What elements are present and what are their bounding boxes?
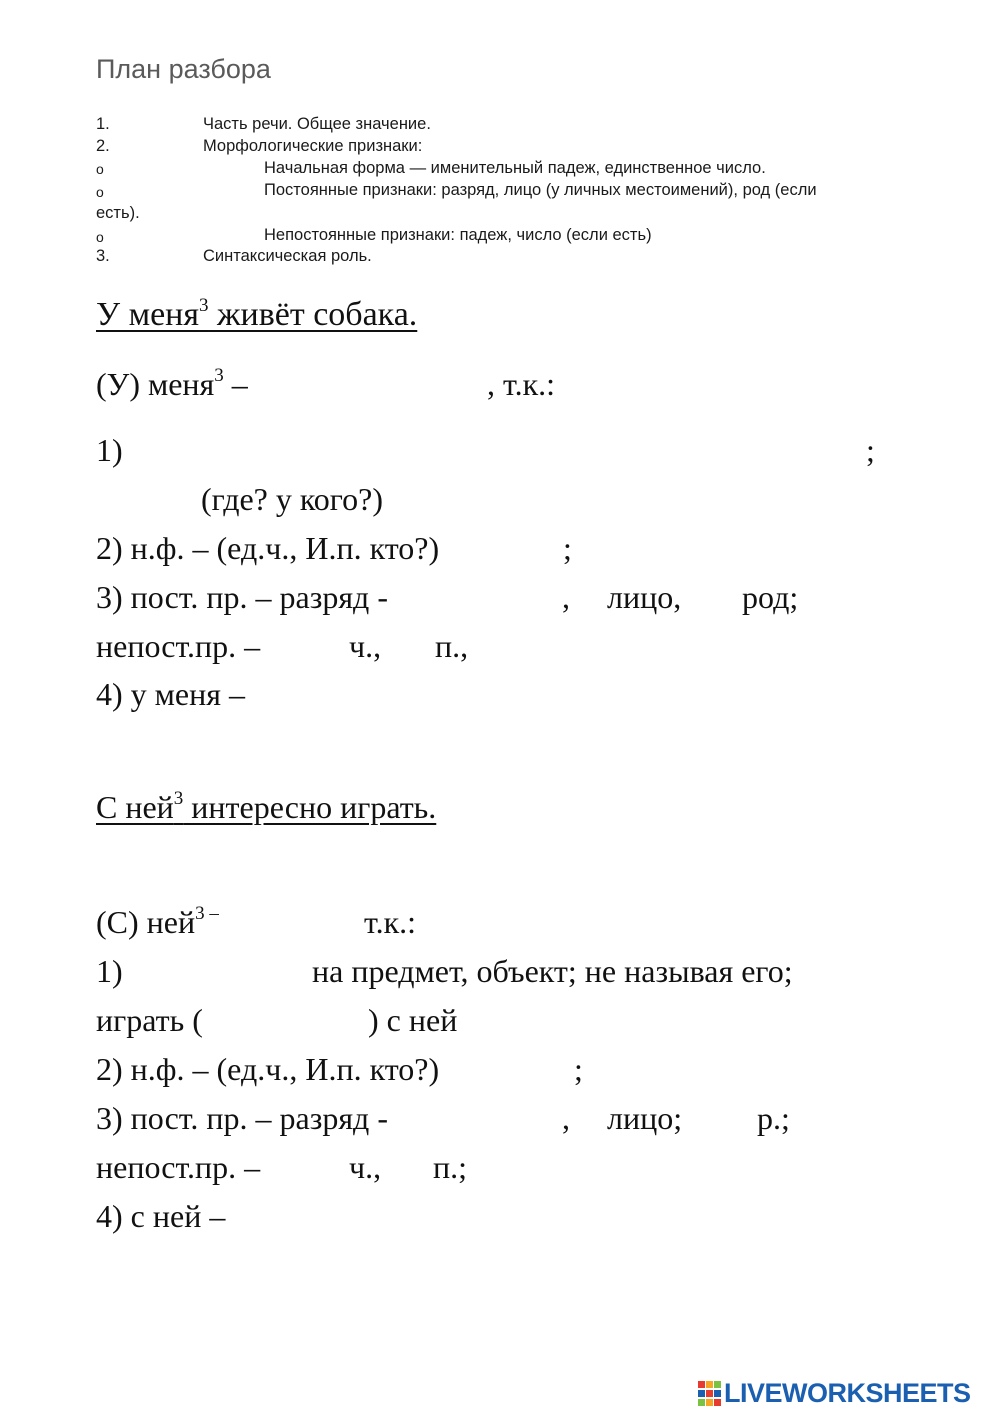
superscript: 3 xyxy=(214,365,224,386)
non-permanent-number: ч., xyxy=(349,628,382,664)
exercise-2-sentence xyxy=(96,789,436,826)
liveworksheets-logo-icon xyxy=(698,1381,722,1407)
exercise-2-line1-end: т.к.: xyxy=(364,904,417,940)
exercise-1-sentence xyxy=(96,296,417,334)
non-permanent-case: п.; xyxy=(433,1149,468,1185)
point-3-person: лицо, xyxy=(607,579,682,615)
plan-item-marker: 1. xyxy=(96,115,110,133)
liveworksheets-logo[interactable] xyxy=(698,1378,971,1409)
point-3-comma: , xyxy=(562,579,570,615)
plan-item-text: есть). xyxy=(96,204,140,222)
point-1-text: на предмет, объект; не называя его; xyxy=(312,953,793,989)
point-3-gender: род; xyxy=(742,579,799,615)
point-4: 4) у меня – xyxy=(96,676,245,712)
point-1-number: 1) xyxy=(96,953,123,989)
exercise-1-line1 xyxy=(96,366,248,403)
point-2-end: ; xyxy=(574,1051,583,1087)
dash: – xyxy=(223,366,248,402)
plan-title: План разбора xyxy=(96,54,271,84)
non-permanent-number: ч., xyxy=(349,1149,382,1185)
superscript: 3 – xyxy=(195,903,219,924)
point-2-end: ; xyxy=(563,530,572,566)
superscript: 3 xyxy=(173,788,184,809)
non-permanent-case: п., xyxy=(435,628,469,664)
plan-item-text: Начальная форма — именительный падеж, единственное число. xyxy=(264,159,766,177)
point-1-number: 1) xyxy=(96,432,123,468)
non-permanent: непост.пр. – xyxy=(96,628,261,664)
point-3: 3) пост. пр. – разряд - xyxy=(96,1100,388,1136)
plan-item-marker: 3. xyxy=(96,247,110,265)
point-1-end: ; xyxy=(866,432,875,468)
plan-item-text: Синтаксическая роль. xyxy=(203,247,372,265)
liveworksheets-brand: LIVEWORKSHEETS xyxy=(724,1378,971,1408)
plan-item-text: Постоянные признаки: разряд, лицо (у личных местоимений), род (если xyxy=(264,181,817,199)
sentence-part: У меня xyxy=(96,296,200,333)
play-line-start: играть ( xyxy=(96,1002,203,1038)
plan-item-bullet: o xyxy=(96,229,104,245)
non-permanent: непост.пр. – xyxy=(96,1149,261,1185)
sentence-part: живёт собака. xyxy=(208,296,418,333)
point-3-gender: р.; xyxy=(757,1100,790,1136)
point-3-comma: , xyxy=(562,1100,570,1136)
plan-item-bullet: o xyxy=(96,161,104,177)
point-3-person: лицо; xyxy=(607,1100,683,1136)
word: (С) ней xyxy=(96,904,196,940)
exercise-2-line1 xyxy=(96,904,219,941)
sentence-part: С ней xyxy=(96,789,174,825)
exercise-1-line1-end: , т.к.: xyxy=(487,366,556,402)
word: (У) меня xyxy=(96,366,215,402)
superscript: 3 xyxy=(199,295,209,316)
sentence-part: интересно играть. xyxy=(183,789,437,825)
play-line-end: ) с ней xyxy=(368,1002,458,1038)
plan-item-marker: 2. xyxy=(96,137,110,155)
point-2: 2) н.ф. – (ед.ч., И.п. кто?) xyxy=(96,1051,440,1087)
plan-item-text: Часть речи. Общее значение. xyxy=(203,115,431,133)
plan-item-text: Морфологические признаки: xyxy=(203,137,423,155)
plan-item-text: Непостоянные признаки: падеж, число (если есть) xyxy=(264,226,652,244)
plan-item-bullet: o xyxy=(96,184,104,200)
point-1-question: (где? у кого?) xyxy=(201,481,383,517)
point-2: 2) н.ф. – (ед.ч., И.п. кто?) xyxy=(96,530,440,566)
point-3: 3) пост. пр. – разряд - xyxy=(96,579,388,615)
point-4: 4) с ней – xyxy=(96,1198,226,1234)
